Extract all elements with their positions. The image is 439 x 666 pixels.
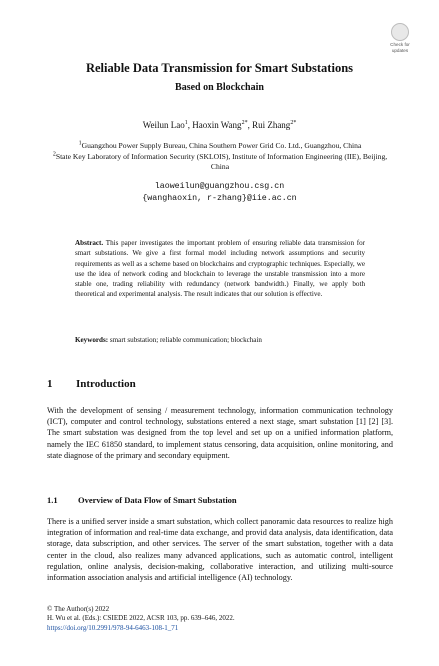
author-name: Weilun Lao [142, 120, 185, 130]
keywords-text: smart substation; reliable communication; blockchain [109, 336, 262, 344]
subsection-number: 1.1 [47, 495, 58, 505]
section-number: 1 [47, 378, 53, 390]
check-for-updates-badge[interactable] [386, 23, 414, 61]
badge-label [386, 42, 414, 53]
affiliation-sup: 1 [78, 140, 82, 147]
author-name: Haoxin Wang [192, 120, 242, 130]
badge-line-2: updates [391, 47, 409, 53]
email-2[interactable]: {wanghaoxin, r-zhang}@iie.ac.cn [142, 194, 297, 203]
abstract [75, 238, 365, 300]
affiliation-text: Guangzhou Power Supply Bureau, China Southern Power Grid Co. Ltd., Guangzhou, China [81, 141, 362, 150]
overview-paragraph: There is a unified server inside a smart substation, which collect panoramic data resources to realize high integration of information and real-time data exchange, and provid data analysis, data identification, data storage, data subscription, and other services. The server of the smart substation, together with a data center in the cloud, also realizes many advanced applications, such as automatic control, intelligent regulation, online analysis, decision-making, collaborative interaction, and utilizing multi-source information association analysis and artificial intelligence (AI) technology. [47, 517, 393, 583]
abstract-label: Abstract. [75, 239, 104, 247]
abstract-text: This paper investigates the important problem of ensuring reliable data transmission for smart substations. We give a first formal model including network assumptions and security requirements as well as a scheme based on blockchains and cryptographic techniques. Especially, we use the idea of network coding and blockchain to leverage the unstable transmission into a more stable one, trading reliability with redundancy (network bandwidth.) Finally, we apply both theoretical and experimental analysis. The result indicates that our solution is effective. [75, 239, 365, 299]
affiliation-1 [50, 141, 390, 151]
subsection-title: Overview of Data Flow of Smart Substation [78, 495, 237, 505]
author-sup: 2* [290, 120, 297, 126]
badge-line-1: Check for [390, 42, 410, 47]
affiliation-sup: 2 [52, 151, 56, 158]
email-1[interactable]: laoweilun@guangzhou.csg.cn [154, 182, 285, 191]
citation: H. Wu et al. (Eds.): CSIEDE 2022, ACSR 103, pp. 639–646, 2022. [47, 614, 235, 623]
author-name: Rui Zhang [252, 120, 291, 130]
copyright: © The Author(s) 2022 [47, 605, 110, 613]
footer [47, 605, 235, 633]
paper-title: Reliable Data Transmission for Smart Substations [85, 61, 354, 75]
update-icon [391, 23, 409, 41]
doi-link[interactable]: https://doi.org/10.2991/978-94-6463-108-1_71 [47, 623, 179, 632]
section-title: Introduction [76, 378, 136, 390]
author-sup: 2* [241, 120, 248, 126]
keywords [75, 336, 365, 344]
affiliation-2 [50, 152, 390, 172]
keywords-label: Keywords: [75, 336, 109, 344]
author-list: Weilun Lao$^1$, Haoxin Wang$^{2*}$, Rui Zhang$^{2*}$ [142, 120, 297, 130]
author-sup: 1 [184, 120, 188, 126]
paper-subtitle: Based on Blockchain [175, 82, 264, 93]
affiliation-text: State Key Laboratory of Information Security (SKLOIS), Institute of Information Engineering (IIE), Beijing, China [55, 152, 388, 171]
intro-paragraph: With the development of sensing / measurement technology, information communication technology (ICT), computer and control technology, substations entered a next stage, smart substation [1] [2] [3]. The smart substation was designed from the top level and set up on a unified information platform, namely the IEC 61850 standard, to implement status censoring, data acquisition, online monitoring, and state diagnose of the primary and secondary equipment. [47, 406, 393, 460]
